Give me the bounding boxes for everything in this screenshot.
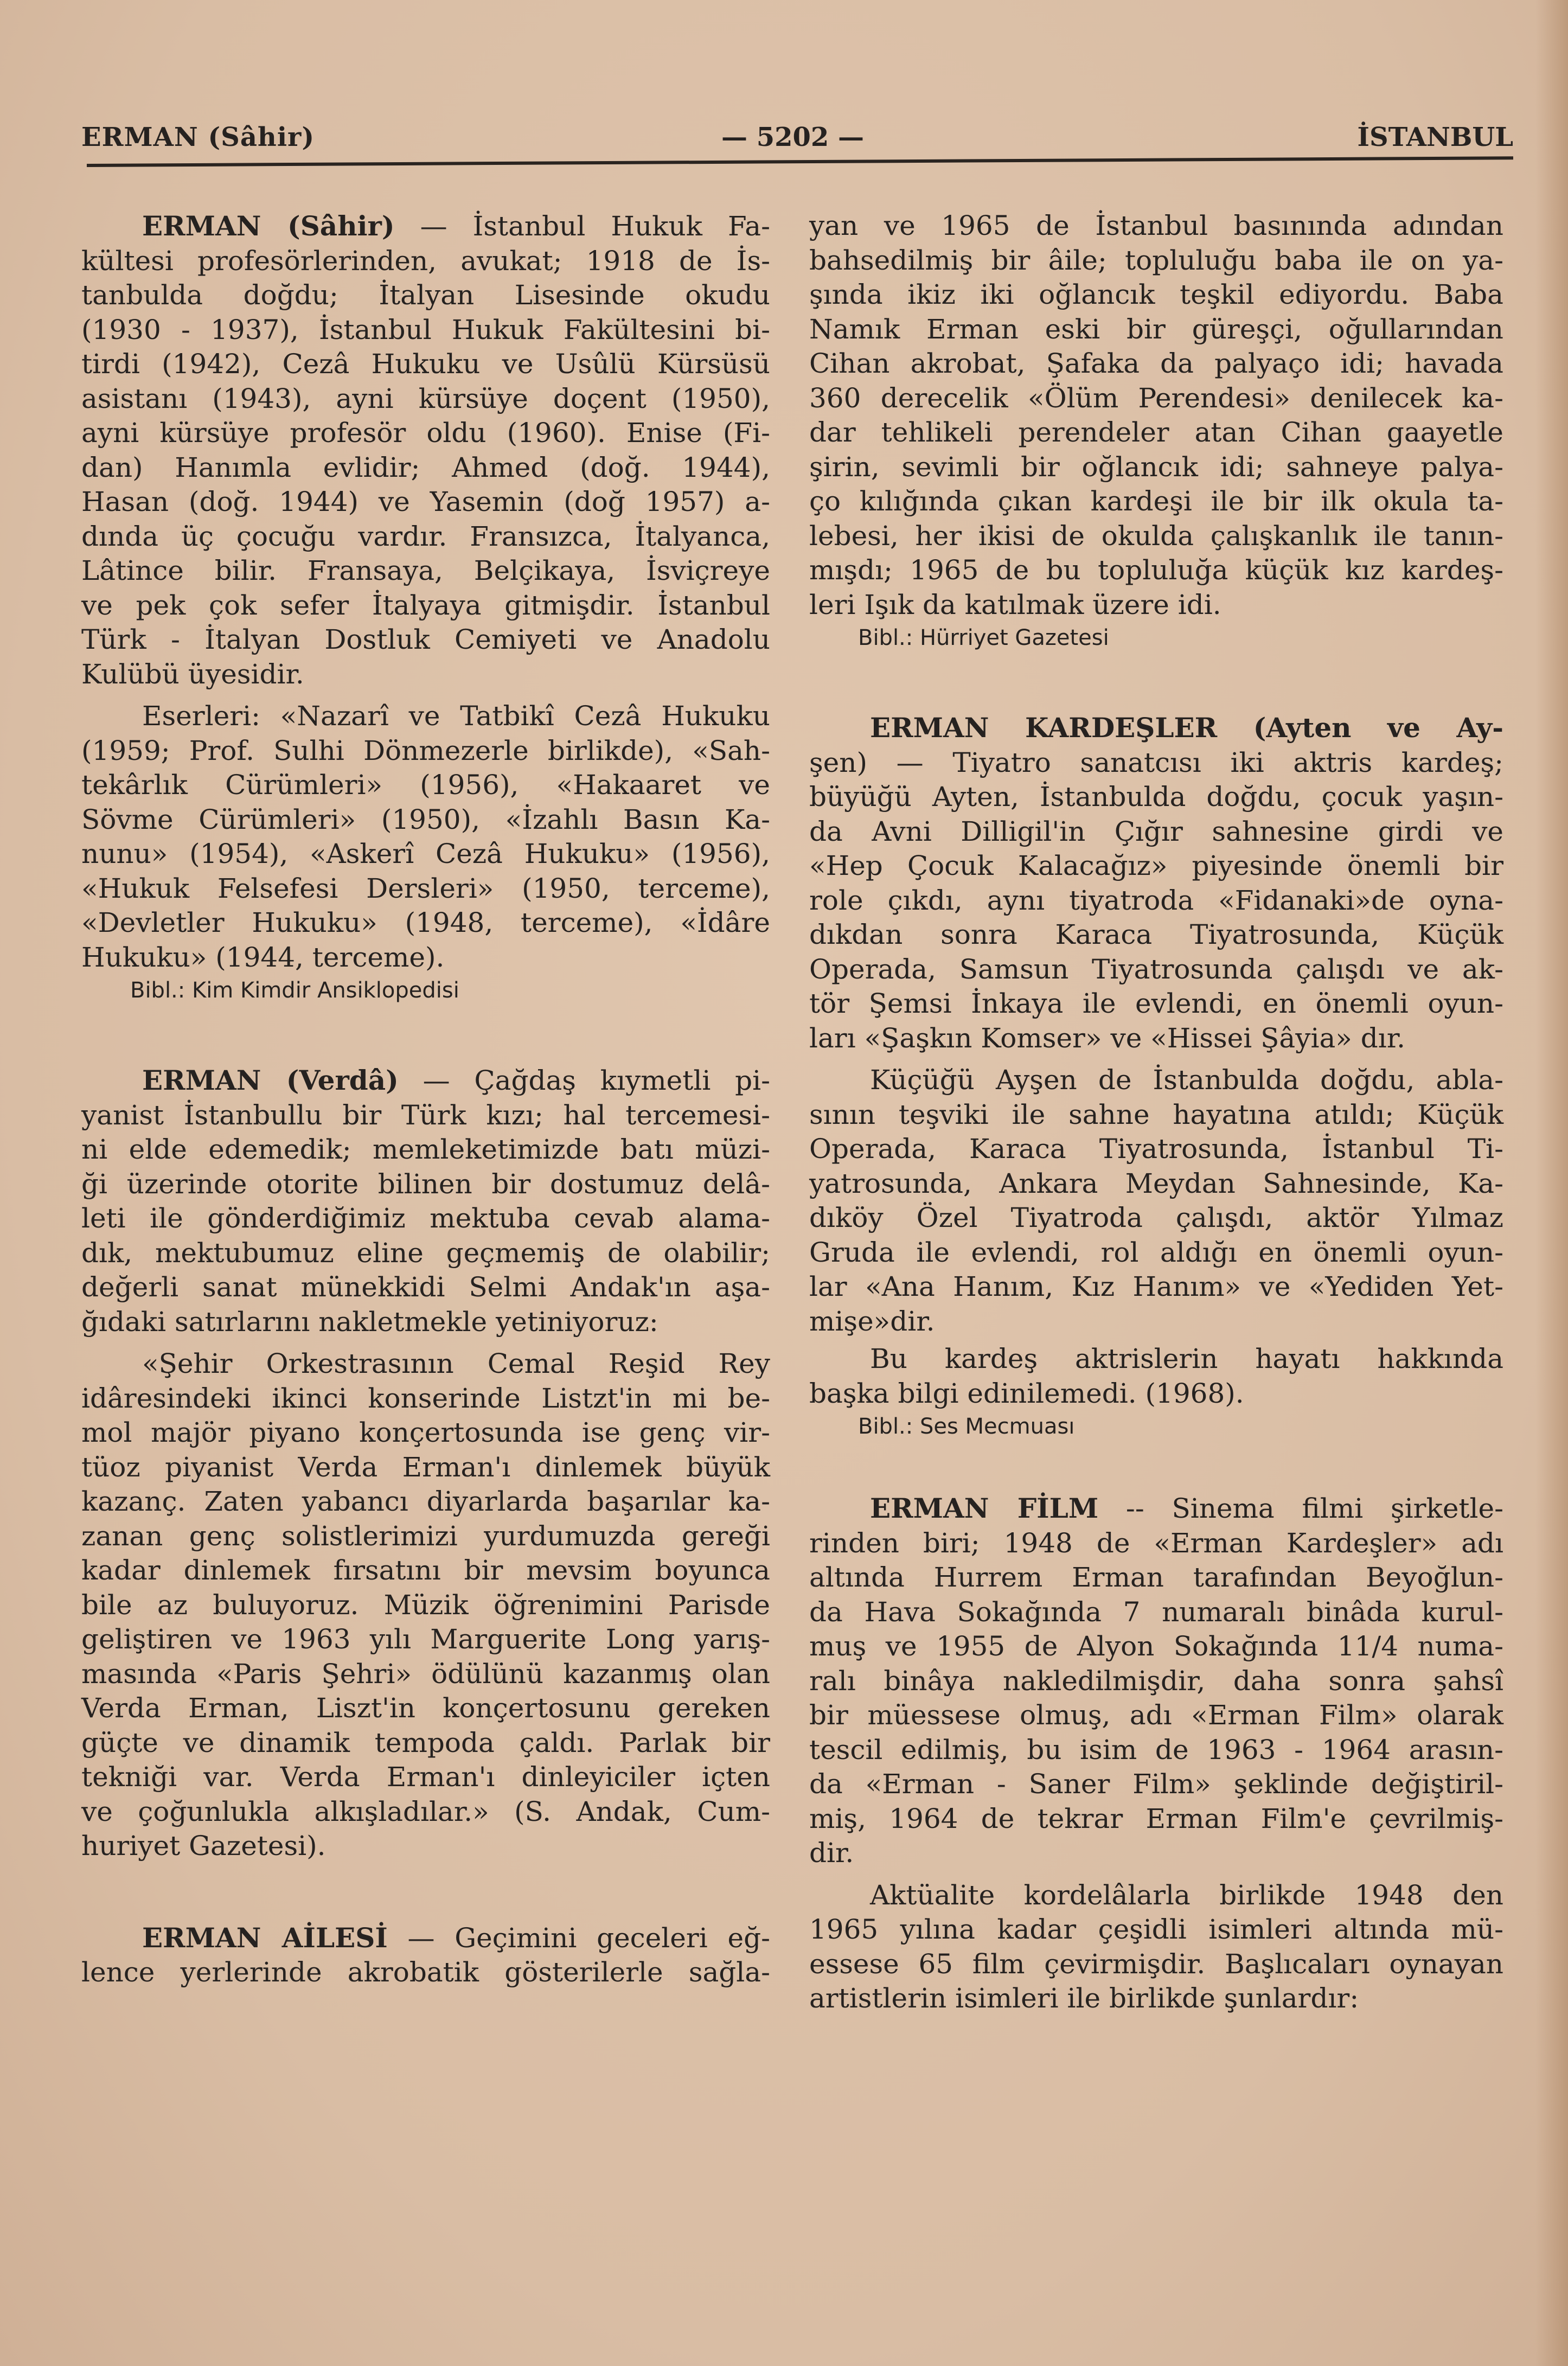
text-line: ğıdaki satırlarını nakletmekle yetiniyoruz: [81, 1306, 658, 1338]
text-line: muş ve 1955 de Alyon Sokağında 11/4 numa- [809, 1630, 1503, 1662]
bibliography: Bibl.: Hürriyet Gazetesi [858, 625, 1109, 650]
text-line: tescil edilmiş, bu isim de 1963 - 1964 arasın- [809, 1734, 1503, 1766]
text-line: altında Hurrem Erman tarafından Beyoğlun- [809, 1562, 1503, 1593]
text-line: masında «Paris Şehri» ödülünü kazanmış olan [81, 1658, 770, 1690]
text-line: değerli sanat münekkidi Selmi Andak'ın aşa- [81, 1271, 770, 1303]
entry-erman-sahir [81, 209, 770, 1006]
text-line: Namık Erman eski bir güreşçi, oğullarından [809, 313, 1503, 345]
entry-erman-ailesi-continued [809, 209, 1503, 654]
entry-erman-kardesler [809, 711, 1503, 1442]
text-line: mol majör piyano konçertosunda ise genç vir- [81, 1417, 770, 1448]
text-line: dan) Hanımla evlidir; Ahmed (doğ. 1944), [81, 451, 770, 483]
text-line: Operada, Samsun Tiyatrosunda çalışdı ve ak- [809, 953, 1503, 985]
text-line: asistanı (1943), ayni kürsüye doçent (1950), [81, 382, 770, 414]
right-column [809, 209, 1503, 2016]
text-line: «Şehir Orkestrasının Cemal Reşid Rey [142, 1348, 770, 1379]
entry-first-line [81, 209, 770, 244]
page-number: — 5202 — [721, 122, 865, 152]
text-line: — Geçimini geceleri eğ- [387, 1922, 770, 1954]
text-line: zanan genç solistlerimizi yurdumuzda gereği [81, 1520, 770, 1552]
text-line: Bu kardeş aktrislerin hayatı hakkında [870, 1343, 1503, 1374]
entry-first-line [809, 1491, 1503, 1526]
bibliography: Bibl.: Ses Mecmuası [858, 1414, 1075, 1439]
text-line: role çıkdı, aynı tiyatroda «Fidanaki»de oyna- [809, 884, 1503, 916]
text-line: «Devletler Hukuku» (1948, terceme), «İdâre [81, 907, 770, 938]
text-line: -- Sinema filmi şirketle- [1098, 1493, 1503, 1524]
text-line: Sövme Cürümleri» (1950), «İzahlı Basın Ka- [81, 803, 770, 835]
text-line: şirin, sevimli bir oğlancık idi; sahneye palya- [809, 451, 1503, 483]
text-line: Aktüalite kordelâlarla birlikde 1948 den [870, 1879, 1503, 1911]
text-line: da Hava Sokağında 7 numaralı binâda kurul- [809, 1596, 1503, 1628]
text-line: (1959; Prof. Sulhi Dönmezerle birlikde), «Sah- [81, 734, 770, 766]
text-line: ni elde edemedik; memleketimizde batı müzi- [81, 1134, 770, 1165]
text-line: Küçüğü Ayşen de İstanbulda doğdu, abla- [870, 1064, 1503, 1096]
text-line: lar «Ana Hanım, Kız Hanım» ve «Yediden Yet- [809, 1271, 1503, 1302]
text-line: ve pek çok sefer İtalyaya gitmişdir. İstanbul [81, 589, 770, 621]
text-line: Hukuku» (1944, terceme). [81, 941, 445, 973]
entry-erman-film [809, 1491, 1503, 2016]
text-line: ği üzerinde otorite bilinen bir dostumuz delâ- [81, 1168, 770, 1200]
text-line: nunu» (1954), «Askerî Cezâ Hukuku» (1956), [81, 838, 770, 869]
header-left-entry: ERMAN (Sâhir) [81, 122, 315, 152]
text-line: tör Şemsi İnkaya ile evlendi, en önemli oyun- [809, 988, 1503, 1019]
text-line: mişe»dir. [809, 1305, 935, 1337]
text-line: leri Işık da katılmak üzere idi. [809, 589, 1221, 621]
text-line: rinden biri; 1948 de «Erman Kardeşler» adı [809, 1527, 1503, 1559]
bibliography: Bibl.: Kim Kimdir Ansiklopedisi [130, 978, 459, 1003]
entry-erman-ailesi [81, 1921, 770, 1990]
text-line: bahsedilmiş bir âile; topluluğu baba ile on ya- [809, 244, 1503, 276]
text-line: güçte ve dinamik tempoda çaldı. Parlak bir [81, 1726, 770, 1758]
text-line: ayni kürsüye profesör oldu (1960). Enise (Fi- [81, 417, 770, 449]
text-line: yanist İstanbullu bir Türk kızı; hal tercemesi- [81, 1099, 770, 1131]
entry-heading: ERMAN (Verdâ) [142, 1064, 399, 1096]
entry-heading: ERMAN KARDEŞLER [870, 712, 1218, 744]
entry-first-line [81, 1063, 770, 1098]
text-line: essese 65 film çevirmişdir. Başlıcaları oynayan [809, 1948, 1503, 1980]
text-line: dar tehlikeli perendeler atan Cihan gaayetle [809, 417, 1503, 448]
text-line: — İstanbul Hukuk Fa- [394, 210, 770, 242]
text-line: geliştiren ve 1963 yılı Marguerite Long yarış- [81, 1623, 770, 1655]
text-line: idâresindeki ikinci konserinde Listzt'in mi be- [81, 1382, 770, 1414]
text-line: Lâtince bilir. Fransaya, Belçikaya, İsviçreye [81, 555, 770, 586]
text-line: bir müessese olmuş, adı «Erman Film» olarak [809, 1699, 1503, 1731]
text-line: büyüğü Ayten, İstanbulda doğdu, çocuk yaşın- [809, 781, 1503, 813]
text-line: şen) — Tiyatro sanatcısı iki aktris kardeş; [809, 746, 1503, 778]
text-line: (1930 - 1937), İstanbul Hukuk Fakültesini bi- [81, 314, 770, 346]
header-right-section: İSTANBUL [1357, 122, 1513, 152]
text-line: sının teşviki ile sahne hayatına atıldı; Küçük [809, 1098, 1503, 1130]
text-line: da «Erman - Saner Film» şeklinde değiştiril- [809, 1768, 1503, 1800]
text-line: huriyet Gazetesi). [81, 1830, 326, 1862]
text-line: ralı binâya nakledilmişdir, daha sonra şahsî [809, 1665, 1503, 1697]
text-line: lebesi, her ikisi de okulda çalışkanlık ile tanın- [809, 520, 1503, 552]
text-line: kadar dinlemek fırsatını bir mevsim boyunca [81, 1555, 770, 1586]
text-line: — Çağdaş kıymetli pi- [398, 1065, 770, 1096]
entry-subheading: (Ayten ve Ay- [1217, 712, 1503, 744]
text-line: tekniği var. Verda Erman'ı dinleyiciler içten [81, 1761, 770, 1793]
text-line: lence yerlerinde akrobatik gösterilerle sağla- [81, 1956, 770, 1988]
text-line: Kulübü üyesidir. [81, 658, 304, 690]
left-column [81, 209, 770, 1990]
text-line: Gruda ile evlendi, rol aldığı en önemli oyun- [809, 1236, 1503, 1268]
text-line: dıköy Özel Tiyatroda çalışdı, aktör Yılmaz [809, 1202, 1503, 1233]
text-line: ço kılığında çıkan kardeşi ile bir ilk okula ta- [809, 485, 1503, 517]
page-edge-shadow [1535, 0, 1568, 2366]
text-line: Verda Erman, Liszt'in konçertosunu gereken [81, 1692, 770, 1724]
text-line: ları «Şaşkın Komser» ve «Hissei Şâyia» dır. [809, 1022, 1406, 1054]
text-line: miş, 1964 de tekrar Erman Film'e çevrilmiş- [809, 1802, 1503, 1834]
entry-erman-verda [81, 1063, 770, 1864]
text-line: yatrosunda, Ankara Meydan Sahnesinde, Ka- [809, 1167, 1503, 1199]
text-line: «Hukuk Felsefesi Dersleri» (1950, terceme), [81, 872, 770, 904]
text-line: dıkdan sonra Karaca Tiyatrosunda, Küçük [809, 919, 1503, 950]
text-line: başka bilgi edinilemedi. (1968). [809, 1377, 1244, 1409]
text-line: leti ile gönderdiğimiz mektuba cevab alama- [81, 1203, 770, 1234]
text-line: mışdı; 1965 de bu topluluğa küçük kız kardeş- [809, 554, 1503, 586]
text-line: tanbulda doğdu; İtalyan Lisesinde okudu [81, 279, 770, 311]
entry-heading: ERMAN FİLM [870, 1492, 1099, 1524]
text-line: ve çoğunlukla alkışladılar.» (S. Andak, Cum- [81, 1795, 770, 1827]
text-line: Cihan akrobat, Şafaka da palyaço idi; havada [809, 348, 1503, 379]
text-line: tirdi (1942), Cezâ Hukuku ve Usûlü Kürsüsü [81, 348, 770, 380]
text-line: dık, mektubumuz eline geçmemiş de olabilir; [81, 1237, 770, 1269]
text-line: tüoz piyanist Verda Erman'ı dinlemek büyük [81, 1451, 770, 1483]
text-line: 1965 yılına kadar çeşidli isimleri altında mü- [809, 1914, 1503, 1945]
entry-heading: ERMAN AİLESİ [142, 1921, 388, 1954]
text-line: kazanç. Zaten yabancı diyarlarda başarılar ka- [81, 1486, 770, 1517]
text-line: dir. [809, 1837, 854, 1869]
text-line: 360 derecelik «Ölüm Perendesi» denilecek ka- [809, 382, 1503, 414]
text-line: yan ve 1965 de İstanbul basınında adından [809, 210, 1503, 241]
entry-first-line [81, 1921, 770, 1956]
text-line: Hasan (doğ. 1944) ve Yasemin (doğ 1957) a- [81, 486, 770, 517]
text-line: artistlerin isimleri ile birlikde şunlardır: [809, 1983, 1359, 2014]
entry-heading: ERMAN (Sâhir) [142, 210, 395, 242]
text-line: Türk - İtalyan Dostluk Cemiyeti ve Anadolu [81, 624, 770, 655]
text-line: bile az buluyoruz. Müzik öğrenimini Parisde [81, 1589, 770, 1621]
text-line: kültesi profesörlerinden, avukat; 1918 de İs- [81, 245, 770, 277]
text-line: Operada, Karaca Tiyatrosunda, İstanbul Ti- [809, 1133, 1503, 1165]
text-line: Eserleri: «Nazarî ve Tatbikî Cezâ Hukuku [142, 700, 770, 732]
text-line: tekârlık Cürümleri» (1956), «Hakaaret ve [81, 769, 770, 801]
entry-first-line [809, 711, 1503, 746]
text-line: «Hep Çocuk Kalacağız» piyesinde önemli bir [809, 850, 1503, 881]
text-line: dında üç çocuğu vardır. Fransızca, İtalyanca, [81, 520, 770, 552]
text-line: da Avni Dilligil'in Çığır sahnesine girdi ve [809, 815, 1503, 847]
text-line: şında ikiz iki oğlancık teşkil ediyordu. Baba [809, 279, 1503, 310]
